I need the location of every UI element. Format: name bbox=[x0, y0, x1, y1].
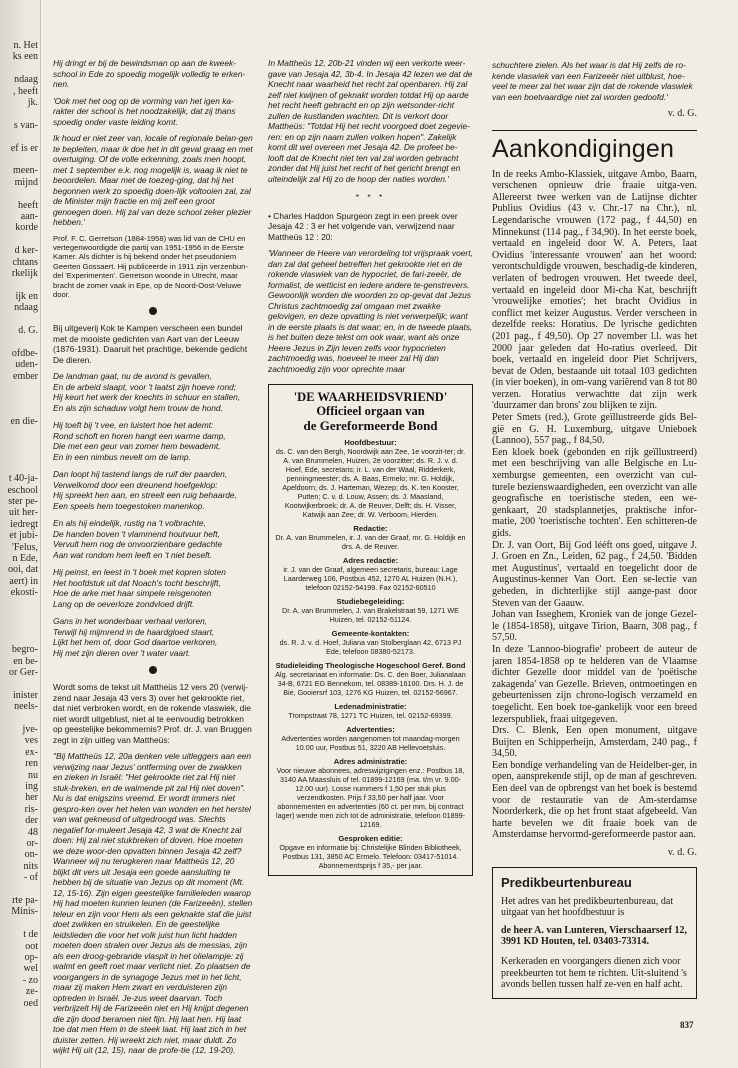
gutter-fragment: en be- bbox=[13, 655, 38, 667]
masthead-section-text: Advertenties worden aangenomen tot maandag-morgen 10.00 uur, Postbus 51, 3220 AB Hellevoetsluis. bbox=[281, 734, 460, 752]
gutter-fragment: neels- bbox=[14, 701, 38, 713]
gutter-fragment: n. Het bbox=[13, 40, 38, 51]
spurgeon-continuation: schuchtere zielen. Als het waar is dat Hij zelfs de ro-kende vlaswiek van een Farizeeër niet uitblust, hoe-veel te meer zal het waar zijn dat de rokende vlaswiek van een boetvaardige niet zal worden gedoofd.' bbox=[492, 60, 693, 102]
gutter-fragment: ooi, dat bbox=[8, 564, 38, 576]
gutter-fragment: der bbox=[25, 815, 38, 827]
gutter-fragment: ijk en bbox=[15, 290, 38, 302]
announcement: Peter Smets (red.), Grote geïllustreerde gids Bel-gië en G. H. Luxemburg, uitgave Unieboek (Lannoo), 557 pag., f 84,50. bbox=[492, 412, 697, 447]
gutter-fragment: ndaag bbox=[14, 74, 38, 86]
announcement: Johan van Isseghem, Kroniek van de jonge Gezel-le (1854-1858), uitgave Tirion, Baarn, 308 pag., f 57,50. bbox=[492, 609, 697, 644]
gutter-fragment: nu bbox=[28, 769, 38, 781]
bullet-separator bbox=[149, 307, 157, 315]
masthead-section-title: Adres redactie: bbox=[342, 556, 399, 565]
announcement: In de reeks Ambo-Klassiek, uitgave Ambo, Baarn, verschenen opnieuw drie fraaie uitga-ven. Allereerst twee werken van de Latijnse dichter Publius Ovidius (43 v. Chr.-17 na Chr.), nl. Legendarische vrouwen (172 pag., f 44,50) en Minnekunst (114 pag., f 34,90). In het eerste boek, vertaald en ingeleid door W. A. Peters, laat Ovidius 'interessante vrouwen' aan het woord: verontschuldigde vrouwen, beschadig-de kinderen, verlaten of bedrogen vrouwen. Het tweede deel, vertaald en ingeleid door Mi-cha Kat, beschrijft 'vrouwelijke emoties'; het bracht Ovidius in conflict met keizer Augustus. Verder verscheen in dezelfde reeks: Horatius. De lyrische gedichten (201 pag., f 49,50). Op 27 november l.l. was het 2000 jaar geleden dat Ho-ratius overleed. Dit boek, vertaald en ingeleid door Piet Schrijvers, bevat de Oden, bestaande uit totaal 103 gedichten (in vier boeken), in om-vang variërend van 8 tot 80 verzen. Horatius verwachtte dat zijn werk 'duurzamer dan brons' zou blijken te zijn. bbox=[492, 168, 697, 412]
announcement: Drs. C. Blenk, Een open monument, uitgave Buijten en Schipperheijn, Amsterdam, 240 pag., f 34,50. bbox=[492, 725, 697, 760]
column-right bbox=[492, 60, 697, 999]
announcement: Een kloek boek (gebonden en rijk geïllustreerd) met een beschrijving van alle Belgische en Lu-xemburgse gemeenten, een overzicht van cul-turele bezienswaardigheden, een overzicht van alle geografische en toeristische steden, een we-genkaart, 20 stadsplannetjes, praktische infor-matie, 200 'toeristische tochten'. Een schitteren-de gids. bbox=[492, 446, 697, 539]
spurgeon-quote: 'Wanneer de Heere van verordeling tot vrijspraak voert, dan zal dat geheel betreffen het gekrookte riet en de rokende vlaswiek van de hypocriet, de fari-zeeër, de formalist, de wetticist en iedere andere te-genstrevers. Gewoonlijk worden die woorden zo op-gevat dat Jezus Christus zachtmoedig zal omgaan met zwakke gelovigen, en deze opvatting is niet verwerpelijk; want in de eerste plaats is dat waar; en, in de tweede plaats, is het buiten deze tekst om ook waar, want als onze Heere Jezus in Zijn leven zelfs voor hypocrieten zachtmoedig was, hoeveel te meer zal Hij dan zachtmoedig zijn voor oprechte maar bbox=[268, 248, 473, 374]
section-heading: Aankondigingen bbox=[492, 130, 697, 163]
masthead-section-title: Adres administratie: bbox=[333, 757, 408, 766]
gutter-fragment: d. G. bbox=[18, 325, 38, 336]
gutter-fragment: inister bbox=[13, 689, 38, 701]
gutter-fragment: uit her- bbox=[9, 507, 38, 519]
gutter-fragment: nits bbox=[23, 860, 38, 872]
spurgeon-intro: • Charles Haddon Spurgeon zegt in een preek over Jesaja 42 : 3 er het volgende van, verwijzend naar Mattheüs 12 : 20: bbox=[268, 210, 458, 242]
masthead-section-title: Gemeente-kontakten: bbox=[331, 629, 410, 638]
gutter-fragment: t de bbox=[23, 929, 38, 941]
gutter-fragment: chtans bbox=[12, 256, 38, 268]
masthead-section-text: Dr. A. van Brummelen, J. van Brakelstraat 59, 1271 WE Huizen, tel. 02152-51124. bbox=[282, 606, 459, 624]
predikbeurtenbureau-box bbox=[492, 867, 697, 999]
gutter-fragment: rte pa- bbox=[12, 895, 38, 906]
gutter-fragment: t 40-ja- bbox=[8, 473, 38, 485]
gutter-fragment: uden- bbox=[15, 359, 38, 371]
gutter-fragment: her bbox=[25, 792, 38, 804]
masthead-section-title: Gesproken editie: bbox=[338, 834, 403, 843]
masthead-section-text: ds. C. van den Bergh, Noordwijk aan Zee, 1e voorzit-ter; dr. A. van Brummelen, Huizen, 2e voorzitter; ds. R. J. v. d. Hoef, Ede, secretaris; ir. L. van der Waal, Ridderkerk, penningmeester; ds. A. Baas, Ermelo; mr. G. Holdijk, Apeldoorn; ds. J. Harteman, Wezep; ds. K. ten Kooster, Putten; C. v. d. Louw, Assen; ds. J. Maasland, Kootwijkerbroek; dr. A. de Reuver, Delft; ds. H. Visser, Katwijk aan Zee; dr. W. Verboom, Hierden. bbox=[275, 447, 466, 519]
gutter-fragment: heeft bbox=[18, 199, 38, 211]
pred-instructions: Kerkeraden en voorgangers dienen zich voor preekbeurten tot hem te richten. Uit-sluitend 's avonds bellen tussen half ze-ven en half acht. bbox=[501, 956, 687, 991]
gutter-fragment: , heeft bbox=[13, 85, 38, 97]
gutter-fragment: jk. bbox=[27, 97, 38, 108]
gutter-fragment: begro- bbox=[11, 644, 38, 656]
gutter-fragment: wel bbox=[23, 963, 38, 975]
masthead-org: de Gereformeerde Bond bbox=[303, 418, 438, 433]
poem-stanza: Hij toeft bij 't vee, en luistert hoe het ademt: Rond schoft en horen hangt een warme damp, Die met een geur van zomer hem bewademt, En in een nimbus nevelt om de lamp. bbox=[53, 420, 226, 462]
gutter-fragment: ef is er bbox=[10, 142, 38, 154]
bullet-separator bbox=[149, 666, 157, 674]
gutter-fragment: aert) in bbox=[9, 575, 38, 587]
gutter-fragment: ing bbox=[25, 781, 38, 792]
gutter-fragment: korde bbox=[15, 222, 38, 234]
masthead-section-text: ds. R. J. v. d. Hoef, Juliana van Stolberglaan 42, 6713 PJ Ede, telefoon 08380-52173. bbox=[279, 638, 462, 656]
masthead-section-text: Trompstraat 78, 1271 TC Huizen, tel. 02152-69399. bbox=[288, 711, 453, 720]
gutter-fragment: or- bbox=[26, 838, 38, 849]
masthead-section-title: Studieleiding Theologische Hogeschool Geref. Bond bbox=[275, 661, 466, 670]
masthead-section-text: Voor nieuwe abonnees, adreswijzigingen enz.: Postbus 18, 3140 AA Maassluis of tel. 01899-12169 (ma. t/m vr. 9.00-12.00 uur). Losse nummers f 1,50 per stuk plus verzendkosten. Prijs f 33,50 per half jaar. Voor abonnementen en advertenties (60 ct. per mm, bij contract lager) wende men zich tot de administratie, telefoon 01899-12169. bbox=[276, 766, 465, 829]
gutter-fragment: or Ger- bbox=[9, 667, 38, 678]
matt-intro: Wordt soms de tekst uit Mattheüs 12 vers 20 (verwij-zend naar Jesaja 43 vers 3) over het gekrookte riet, dat niet verbroken wordt, en de rokende vlaswiek, die niet wordt uitgeblust, niet al te eenvoudig betrokken op geestelijke bekommernis? Prof. dr. J. van Bruggen zegt in zijn uitleg van Mattheüs: bbox=[53, 682, 252, 745]
signature: v. d. G. bbox=[667, 847, 697, 859]
van-bruggen-quote bbox=[53, 751, 253, 1056]
gutter-fragment: et jubi- bbox=[9, 530, 38, 542]
gutter-fragment: ster pe- bbox=[8, 496, 38, 507]
poem-de-dieren bbox=[53, 371, 253, 658]
masthead-section-text: ir. J. van der Graaf, algemeen secretaris, bureau: Lage Laarderweg 106, Postbus 452, 1270 AL Huizen (N.H.), telefoon 02152-54199. Fax 02152-60510 bbox=[283, 565, 458, 592]
masthead-section-title: Redactie: bbox=[353, 524, 388, 533]
gutter-fragment: - zo bbox=[22, 974, 38, 986]
masthead-section-title: Hoofdbestuur: bbox=[344, 438, 397, 447]
gutter-fragment: n Ede, bbox=[12, 553, 38, 564]
masthead-section-text: Opgave en informatie bij: Christelijke Blinden Bibliotheek, Postbus 131, 3850 AC Ermelo. Telefoon: 03417-51014. Abonnementsprijs f 35,- per jaar. bbox=[279, 843, 462, 870]
poem-stanza: De landman gaat, nu de avond is gevallen, En de arbeid slaapt, voor 't laatst zijn hoeve rond; Hij keurt het werk der knechts in schuur en stallen, En als zijn schaduw volgt hem trouw de hond. bbox=[53, 371, 241, 413]
announcement: Een bondige verhandeling van de Heidelber-ger, in open, aansprekende stijl, op de man af geschreven. Een deel van de opbrengst van het boek is bestemd voor de restauratie van de Am-sterdamse Noorderkerk, die op het front staat afgebeeld. Van harte bevelen we dit fraaie boek van de Amsterdamse hervormd-gereformeerde pastor aan. bbox=[492, 759, 697, 841]
poem-stanza: En als hij eindelijk, rustig na 't volbrachte, De handen boven 't vlammend houtvuur heft, Vervult hem nog de onvoorzienbare gedachte Aan wat rondom hem leeft en 't niet beseft. bbox=[53, 518, 223, 560]
paragraph: 'Ook met het oog op de vorming van het igen ka-rakter der school is het noodzakelijk, dat zij thans spoedig onder vaste leiding komt. bbox=[53, 95, 236, 127]
quote-text: "Bij Mattheüs 12, 20a denken vele uitleggers aan een verwijzing naar Jezus' ontferming over de zwakken en zieken in Israël: "Het gekrookte riet zal Hij niet stuk-breken, en de walmende pit zal Hij niet doven". Nu is dat enigszins vreemd. Er wordt immers niet gespro-ken over het helen van wonden en het herstel van wat gekneusd of uitgedroogd was. Slechts negatief for-muleert Jesaja 42, 3 wat de Knecht zal doen: Hij zal niet stukbreken of doven. Hoe moeten we deze woor-den opvatten binnen Jesaja 42 zelf? Wanneer wij nu terugkeren naar Mattheüs 12, 20 blijkt dit vers uit Jesaja een goede aansluiting te hebben bij de situatie van Jezus op dit moment (Mt. 12, 15-16). Zijn eigen geestelijke familieleden waarop Hij had moeten kunnen leunen (de Farizeeën), stellen teleur en zijn voor Hem als een geknakte staf die juist doet zwikken en struikelen. En de geestelijke leidslieden die voor het volk juist hun licht hadden moeten doen stralen over Jezus als de messias, zijn als een droog-gebrande vlaspit in het olielampje: zij walmt en geeft roet maar verlicht niet. Zo plaatsen de voorgangers in de synagoge Jezus met in het licht, maar zij maken Hem zwart en verduisteren zijn optreden in Israël. Je-zus weet daarvan. Toch verbrijzelt Hij de Farizeeën niet en Hij knijpt degenen die zijn dood beramen niet fijn. Hij laat hen. Hij laat toe dat men Hem in de steek laat. Hij laat zich in het duister zetten. Hij wreekt zich niet, maar duldt. Zo wijkt Hij uit (12, 15), naar de profe-tie (12, 19-20). bbox=[53, 751, 253, 1056]
previous-page-gutter bbox=[0, 0, 41, 1068]
star-separator: * * * bbox=[355, 192, 386, 202]
pred-text: Het adres van het predikbeurtenbureau, dat uitgaat van het hoofdbestuur is bbox=[501, 895, 674, 919]
gutter-fragment: oed bbox=[23, 997, 38, 1009]
gutter-fragment: ember bbox=[13, 370, 38, 382]
gutter-fragment: ks een bbox=[12, 51, 38, 63]
pred-address: de heer A. van Lunteren, Vierschaarserf 12, 3991 KD Houten, tel. 03403-73314. bbox=[501, 924, 688, 948]
paragraph: Hij dringt er bij de bewindsman op aan de kweek-school in Ede zo spoedig mogelijk volledig te erken-nen. bbox=[53, 58, 246, 89]
paragraph: Ik houd er niet zeer van, locale of regionale belan-gen te bepleiten, maar ik doe het in dit geval graag en met overtuiging. Of de volle erkenning, zoals men hoopt, met 1 september e.k. nog mogelijk is, waag ik niet te beoordelen. Maar met de toezeg-ging, dat hij het begonnen werk zo spoedig doen-lijk voltooien zal, zal de Minister mijn fractie en mij zelf een groot genoegen doen. Hij zal van deze school zeker plezier hebben.' bbox=[53, 133, 253, 227]
gutter-fragment: ris- bbox=[24, 803, 38, 815]
gutter-fragment: ves bbox=[24, 735, 38, 747]
column-middle bbox=[268, 58, 473, 876]
column-left bbox=[53, 58, 253, 1062]
poem-stanza: Hij peinst, en leest in 't boek met kopren sloten Het hoofdstuk uit dat Noach's tocht beschrijft, Hoe de arke met haar simpele reisgenoten Lang op de oeverloze zondvloed drijft. bbox=[53, 567, 226, 609]
gutter-fragment: rkelijk bbox=[11, 268, 38, 279]
gutter-fragment: ren bbox=[25, 758, 38, 770]
gutter-fragment: en die- bbox=[10, 416, 38, 428]
gutter-fragment: d ker- bbox=[14, 245, 38, 257]
gutter-fragment: oot bbox=[25, 940, 38, 952]
pred-title: Predikbeurtenbureau bbox=[501, 874, 632, 890]
masthead-sections bbox=[275, 438, 466, 870]
page-number: 837 bbox=[680, 1020, 694, 1030]
gutter-fragment: 48 bbox=[28, 826, 38, 838]
announcements bbox=[492, 169, 697, 841]
gutter-fragment: op- bbox=[24, 952, 38, 963]
poem-intro: Bij uitgeverij Kok te Kampen verscheen een bundel met de mooiste gedichten van Aart van der Leeuw (1876-1931). Daaruit het prachtige, bekende gedicht De dieren. bbox=[53, 323, 248, 365]
gutter-fragment: ndaag bbox=[14, 302, 38, 314]
gutter-fragment: aan- bbox=[20, 211, 38, 222]
gerretson-excerpt bbox=[53, 58, 253, 228]
signature: v. d. G. bbox=[667, 108, 697, 119]
gutter-fragment: ze- bbox=[25, 986, 38, 998]
gutter-fragment: ex- bbox=[25, 746, 38, 758]
gutter-fragment: s van- bbox=[13, 119, 38, 131]
gerretson-note: Prof. F. C. Gerretson (1884-1958) was lid van de CHU en vertegenwoordigde die partij van 1951-1956 in de Eerste Kamer. Als dichter is hij bekend onder het pseudoniem Geerten Gossaert. Hij publiceerde in 1911 zijn verzenbun-del 'Experimenten'. Gerretson woonde in Utrecht, maar bracht de zomer vaak in Epe, op de Noord-Oost-Veluwe door. bbox=[53, 233, 248, 299]
gutter-fragment: 'Felus, bbox=[12, 541, 38, 553]
masthead-subtitle: Officieel orgaan van bbox=[316, 404, 425, 418]
masthead-section-text: Dr. A. van Brummelen, ir. J. van der Graaf, mr. G. Holdijk en drs. A. de Reuver. bbox=[275, 533, 466, 551]
masthead-section-title: Studiebegeleiding: bbox=[336, 597, 405, 606]
gutter-fragment: iedregt bbox=[10, 518, 38, 530]
masthead-title: 'DE WAARHEIDSVRIEND' bbox=[293, 390, 448, 404]
gutter-fragment: jve- bbox=[22, 724, 38, 735]
poem-stanza: Dan loopt hij tastend langs de ruif der paarden, Verwelkomd door een dreunend hoefgeklop: Hij spreekt hen aan, en streelt een ruig behaarde, Een speels hem toegestoken manenkop. bbox=[53, 469, 237, 511]
masthead-box bbox=[268, 384, 473, 876]
gutter-fragment: Minis- bbox=[11, 906, 38, 918]
poem-stanza: Gans in het wonderbaar verhaal verloren, Terwijl hij mijmrend in de haardgloed staart, Lijkt het hem of, door God daartoe verkoren, Hij met zijn dieren over 't water vaart. bbox=[53, 616, 218, 658]
gutter-fragment: ofdbe- bbox=[11, 347, 38, 359]
gutter-fragment: mijnd bbox=[14, 176, 38, 188]
matt-continuation: In Mattheüs 12, 20b-21 vinden wij een verkorte weer-gave van Jesaja 42, 3b-4. In Jesaja 42 lezen we dat de Knecht naar waarheid het recht zal openbaren. Hij zal zelf niet kwijnen of geknakt worden totdat Hij op aarde het recht heeft gebracht en op zijn wetsonder-richt zullen de kustlanden wachten. Dit is verkort door Mattheüs: "Totdat Hij het recht voorgoed doet zegevie-ren: en op zijn naam zullen volken hopen". Zakelijk komt dit wel overeen met Jesaja 42. De profeet be-looft dat de Knecht niet ten val zal worden gebracht zonder dat Hij juist het recht of het gericht brengt en uiteindelijk zal Hij zo de hoop der naties worden.' bbox=[268, 58, 473, 184]
gutter-fragment: on- bbox=[24, 849, 38, 861]
announcement: Dr. J. van Oort, Bij God lééft ons goed, uitgave J. J. Groen en Zn., Leiden, 62 pag., f 24,50. 'Bidden met Augustinus', vertaald en toegelicht door de Augustinus-kenner Van Oort. Een se-lectie van gebeden, in dichterlijke stijl aange-past door Steven van der Gaauw. bbox=[492, 539, 697, 609]
gutter-fragment: eschool bbox=[7, 484, 38, 496]
announcement: In deze 'Lannoo-biografie' probeert de auteur de jaren 1854-1858 op te helderen van de Vlaamse dichter Gezelle door middel van de 'poëtische zakagenda' van Gezelle. Brieven, ontmoetingen en gebeurtenissen zijn chrono-logisch verzameld en toegelicht. Een boek toe-gankelijk voor een breed lezerspubliek, fraai uitgegeven. bbox=[492, 643, 697, 725]
gutter-fragment: ekosti- bbox=[10, 587, 38, 599]
masthead-section-text: Alg. secretariaat en informatie: Ds. C. den Boer, Julianalaan 34-B, 6721 EG Bennekom, tel. 08389-16100. Drs. H. J. de Bie, Gooiersrf 103, 1276 KG Huizen, tel. 02152-56967. bbox=[275, 670, 466, 697]
gutter-fragment: meen- bbox=[13, 165, 38, 177]
masthead-section-title: Ledenadministratie: bbox=[334, 702, 407, 711]
masthead-section-title: Advertenties: bbox=[346, 725, 395, 734]
gutter-fragment: - of bbox=[23, 872, 38, 884]
